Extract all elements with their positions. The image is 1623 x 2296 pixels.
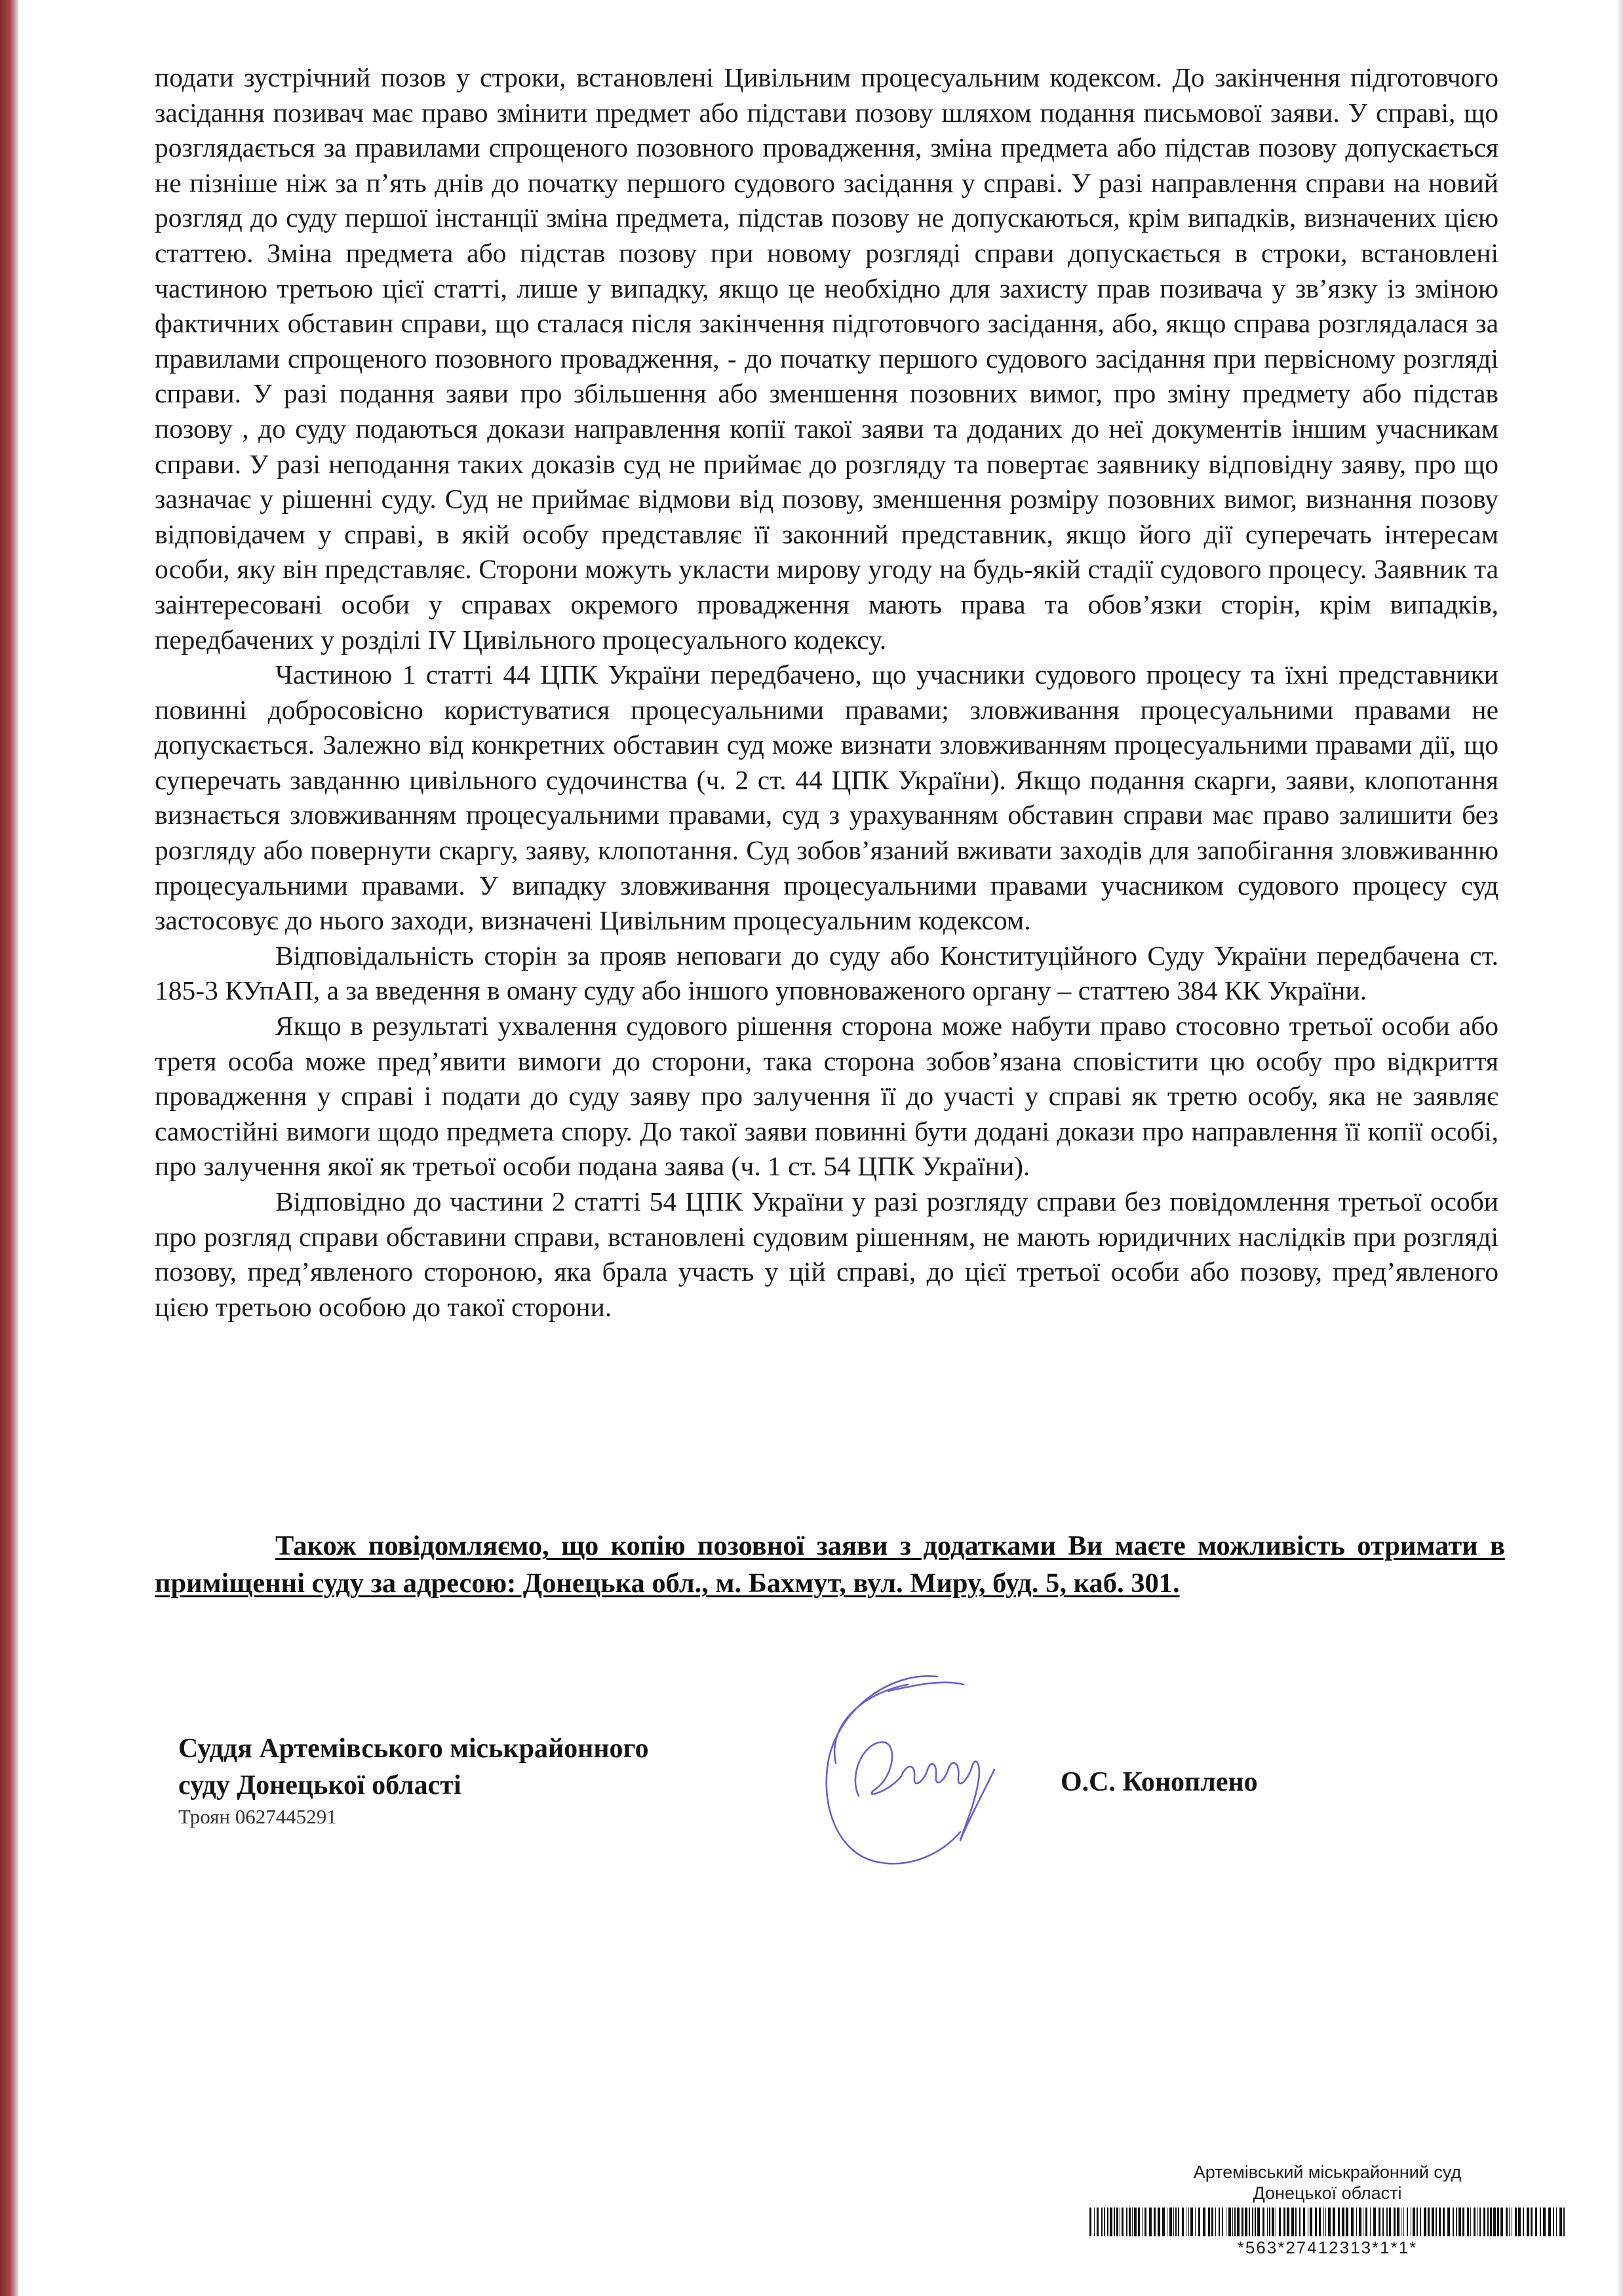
barcode-bar-45 [1245, 2208, 1247, 2236]
barcode-bar-38 [1222, 2208, 1223, 2236]
barcode-bar-105 [1470, 2208, 1471, 2236]
barcode-bar-5 [1107, 2208, 1108, 2236]
barcode-bar-123 [1535, 2208, 1537, 2236]
barcode-bar-31 [1195, 2208, 1196, 2236]
barcode-bar-15 [1138, 2208, 1140, 2236]
barcode-bar-25 [1175, 2208, 1177, 2236]
barcode-bar-84 [1394, 2208, 1396, 2236]
barcode-bar-69 [1333, 2208, 1335, 2236]
barcode-bar-70 [1338, 2208, 1340, 2236]
barcode-bar-80 [1379, 2208, 1380, 2236]
document-body [155, 60, 1498, 1325]
barcode-bar-44 [1242, 2208, 1243, 2236]
contact-phone: Троян 0627445291 [178, 1805, 337, 1828]
barcode-bar-52 [1269, 2208, 1270, 2236]
barcode-bar-121 [1527, 2208, 1529, 2236]
signature-block [178, 1730, 649, 1830]
scan-edge-left [0, 0, 18, 2296]
barcode-bar-72 [1346, 2208, 1348, 2236]
paragraph-abuse-of-rights: Частиною 1 статті 44 ЦПК України передбачено, що учасники судового процесу та їхні представники повинні добросовісно користуватися процесуальними правами; зловживання процесуальними правами не допускається. Залежно від конкретних обставин суд може визнати зловживанням процесуальними правами дії, що суперечать завданню цивільного судочинства (ч. 2 ст. 44 ЦПК України). Якщо подання скарги, заяви, клопотання визнається зловживанням процесуальними правами, суд з урахуванням обставин справи має право залишити без розгляду або повернути скаргу, заяву, клопотання. Суд зобов’язаний вживати заходів для запобігання зловживанню процесуальними правами. У випадку зловживання процесуальними правами учасником судового процесу суд застосовує до нього заходи, визначені Цивільним процесуальним кодексом. [155, 659, 1498, 936]
scan-edge-right [1616, 0, 1623, 2296]
barcode-bar-83 [1389, 2208, 1391, 2236]
stamp-region: Донецької області [1253, 2183, 1402, 2203]
barcode-bar-55 [1279, 2208, 1281, 2236]
court-stamp [1088, 2162, 1567, 2257]
barcode-bar-42 [1234, 2208, 1236, 2236]
barcode-bar-128 [1556, 2208, 1557, 2236]
barcode-bar-1 [1094, 2208, 1095, 2236]
barcode-bar-81 [1382, 2208, 1384, 2236]
barcode-bar-106 [1474, 2208, 1476, 2236]
barcode-bar-64 [1315, 2208, 1317, 2236]
barcode-bar-60 [1299, 2208, 1300, 2236]
paragraph-third-party-consequences: Відповідно до частини 2 статті 54 ЦПК України у разі розгляду справи без повідомлення третьої особи про розгляд справи обставини справи, встановлені судовим рішенням, не мають юридичних наслідків при розгляді позову, пред’явленого стороною, яка брала участь у цій справі, до цієї третьої особи або позову, пред’явленого цією третьою особою до такої сторони. [155, 1186, 1498, 1322]
barcode [1088, 2208, 1567, 2236]
barcode-bar-129 [1559, 2208, 1562, 2236]
barcode-bar-16 [1142, 2208, 1143, 2236]
barcode-bar-35 [1211, 2208, 1213, 2236]
barcode-bar-98 [1443, 2208, 1445, 2236]
stamp-court-name: Артемівський міськрайонний суд [1193, 2162, 1462, 2182]
barcode-bar-66 [1323, 2208, 1324, 2236]
barcode-bar-87 [1403, 2208, 1404, 2236]
barcode-bar-108 [1479, 2208, 1481, 2236]
barcode-bar-18 [1149, 2208, 1152, 2236]
barcode-bar-110 [1487, 2208, 1489, 2236]
barcode-bar-93 [1424, 2208, 1426, 2236]
barcode-bar-3 [1101, 2208, 1103, 2236]
barcode-bar-82 [1386, 2208, 1388, 2236]
barcode-bar-122 [1531, 2208, 1533, 2236]
barcode-bar-11 [1126, 2208, 1127, 2236]
barcode-bar-109 [1483, 2208, 1485, 2236]
barcode-bar-75 [1359, 2208, 1361, 2236]
barcode-bar-7 [1114, 2208, 1115, 2236]
barcode-bar-13 [1132, 2208, 1133, 2236]
barcode-bar-102 [1458, 2208, 1461, 2236]
barcode-bar-56 [1283, 2208, 1285, 2236]
barcode-bar-85 [1397, 2208, 1399, 2236]
barcode-bar-77 [1365, 2208, 1367, 2236]
barcode-bar-97 [1439, 2208, 1441, 2236]
barcode-bar-58 [1291, 2208, 1294, 2236]
barcode-bar-21 [1162, 2208, 1165, 2236]
barcode-bar-59 [1295, 2208, 1297, 2236]
barcode-bar-127 [1553, 2208, 1554, 2236]
barcode-bar-115 [1506, 2208, 1508, 2236]
barcode-bar-120 [1523, 2208, 1524, 2236]
barcode-bar-79 [1373, 2208, 1376, 2236]
barcode-bar-6 [1110, 2208, 1112, 2236]
barcode-bar-67 [1325, 2208, 1326, 2236]
barcode-number: *563*27412313*1*1* [1237, 2238, 1418, 2257]
barcode-bar-94 [1428, 2208, 1430, 2236]
barcode-bar-36 [1215, 2208, 1216, 2236]
barcode-bar-95 [1432, 2208, 1434, 2236]
barcode-bar-61 [1303, 2208, 1305, 2236]
judge-title-line2: суду Донецької області [178, 1770, 461, 1800]
handwritten-signature [796, 1665, 1019, 1875]
paragraph-liability: Відповідальність сторін за прояв неповаги до суду або Конституційного Суду України передбачена ст. 185-3 КУпАП, а за введення в оману суду або іншого уповноваженого органу – статтею 384 КК України. [155, 940, 1498, 1006]
barcode-bar-26 [1178, 2208, 1179, 2236]
barcode-bar-41 [1232, 2208, 1233, 2236]
barcode-bar-73 [1351, 2208, 1354, 2236]
barcode-bar-2 [1097, 2208, 1099, 2236]
barcode-bar-46 [1249, 2208, 1250, 2236]
barcode-bar-50 [1262, 2208, 1264, 2236]
barcode-bar-47 [1252, 2208, 1253, 2236]
barcode-bar-37 [1219, 2208, 1220, 2236]
barcode-bar-78 [1370, 2208, 1371, 2236]
barcode-bar-119 [1518, 2208, 1521, 2236]
barcode-bar-114 [1500, 2208, 1503, 2236]
barcode-bar-48 [1255, 2208, 1256, 2236]
barcode-bar-88 [1407, 2208, 1408, 2236]
barcode-bar-10 [1122, 2208, 1124, 2236]
barcode-bar-14 [1134, 2208, 1137, 2236]
paragraph-third-party-notice: Якщо в результаті ухвалення судового рішення сторона може набути право стосовно третьої особи або третя особа може пред’явити вимоги до сторони, така сторона зобов’язана сповістити цю особу про відкриття провадження у справі і подати до суду заяву про залучення її до участі у справі як третю особу, яка не заявляє самостійні вимоги щодо предмета спору. До такої заяви повинні бути додані докази про направлення її копії особі, про залучення якої як третьої особи подана заява (ч. 1 ст. 54 ЦПК України). [155, 1011, 1498, 1182]
barcode-bar-100 [1453, 2208, 1454, 2236]
barcode-bar-53 [1272, 2208, 1274, 2236]
barcode-bar-19 [1154, 2208, 1156, 2236]
barcode-bar-33 [1203, 2208, 1205, 2236]
barcode-bar-23 [1169, 2208, 1172, 2236]
barcode-bar-57 [1287, 2208, 1289, 2236]
barcode-bar-92 [1420, 2208, 1421, 2236]
barcode-bar-4 [1104, 2208, 1105, 2236]
barcode-bar-118 [1515, 2208, 1517, 2236]
barcode-bar-0 [1089, 2208, 1091, 2236]
barcode-bar-30 [1190, 2208, 1193, 2236]
barcode-bar-125 [1543, 2208, 1546, 2236]
barcode-bar-49 [1257, 2208, 1260, 2236]
judge-title-line1: Суддя Артемівського міськрайонного [178, 1734, 649, 1764]
barcode-bar-111 [1490, 2208, 1492, 2236]
barcode-bar-130 [1563, 2208, 1565, 2236]
barcode-bar-27 [1182, 2208, 1184, 2236]
barcode-bar-104 [1467, 2208, 1469, 2236]
barcode-bar-8 [1116, 2208, 1118, 2236]
paragraph-counterclaim: подати зустрічний позов у строки, встановлені Цивільним процесуальним кодексом. До закінчення підготовчого засідання позивач має право змінити предмет або підстави позову шляхом подання письмової заяви. У справі, що розглядається за правилами спрощеного позовного провадження, зміна предмета або підстав позову допускається не пізніше ніж за п’ять днів до початку першого судового засідання у справі. У разі направлення справи на новий розгляд до суду першої інстанції зміна предмета, підстав позову не допускаються, крім випадків, визначених цією статтею. Зміна предмета або підстав позову при новому розгляді справи допускається в строки, встановлені частиною третьою цієї статті, лише у випадку, якщо це необхідно для захисту прав позивача у зв’язку із зміною фактичних обставин справи, що сталася після закінчення підготовчого засідання, або, якщо справа розглядалася за правилами спрощеного позовного провадження, - до початку першого судового засідання при первісному розгляді справи. У разі подання заяви про збільшення або зменшення позовних вимог, про зміну предмету або підстав позову , до суду подаються докази направлення копії такої заяви та доданих до неї документів іншим учасникам справи. У разі неподання таких доказів суд не приймає до розгляду та повертає заявнику відповідну заяву, про що зазначає у рішенні суду. Суд не приймає відмови від позову, зменшення розміру позовних вимог, визнання позову відповідачем у справі, в якій особу представляє її законний представник, якщо його дії суперечать інтересам особи, яку він представляє. Сторони можуть укласти мирову угоду на будь-якій стадії судового процесу. Заявник та заінтересовані особи у справах окремого провадження мають права та обов’язки сторін, крім випадків, передбачених у розділі IV Цивільного процесуального кодексу. [155, 62, 1498, 655]
barcode-bar-40 [1228, 2208, 1231, 2236]
barcode-bar-101 [1456, 2208, 1457, 2236]
barcode-bar-68 [1328, 2208, 1331, 2236]
barcode-bar-90 [1413, 2208, 1415, 2236]
barcode-bar-51 [1267, 2208, 1268, 2236]
barcode-bar-126 [1548, 2208, 1551, 2236]
barcode-bar-12 [1129, 2208, 1131, 2236]
barcode-bar-63 [1310, 2208, 1312, 2236]
barcode-bar-32 [1198, 2208, 1200, 2236]
barcode-bar-43 [1237, 2208, 1240, 2236]
barcode-bar-24 [1173, 2208, 1174, 2236]
barcode-bar-17 [1144, 2208, 1146, 2236]
barcode-bar-65 [1319, 2208, 1321, 2236]
barcode-bar-29 [1188, 2208, 1189, 2236]
barcode-bar-99 [1447, 2208, 1450, 2236]
notice-copy-availability: Також повідомляємо, що копію позовної заяви з додатками Ви маєте можливість отримати в приміщенні суду за адресою: Донецька обл., м. Бахмут, вул. Миру, буд. 5, каб. 301. [155, 1530, 1505, 1599]
barcode-bar-71 [1342, 2208, 1344, 2236]
barcode-bar-116 [1509, 2208, 1510, 2236]
barcode-bar-34 [1208, 2208, 1210, 2236]
barcode-bar-113 [1497, 2208, 1499, 2236]
barcode-bar-124 [1540, 2208, 1541, 2236]
barcode-bar-96 [1436, 2208, 1437, 2236]
barcode-bar-91 [1417, 2208, 1418, 2236]
judge-name: О.С. Коноплено [1061, 1767, 1258, 1797]
barcode-bar-103 [1462, 2208, 1464, 2236]
barcode-bar-74 [1356, 2208, 1357, 2236]
barcode-bar-112 [1493, 2208, 1496, 2236]
barcode-bar-20 [1158, 2208, 1160, 2236]
